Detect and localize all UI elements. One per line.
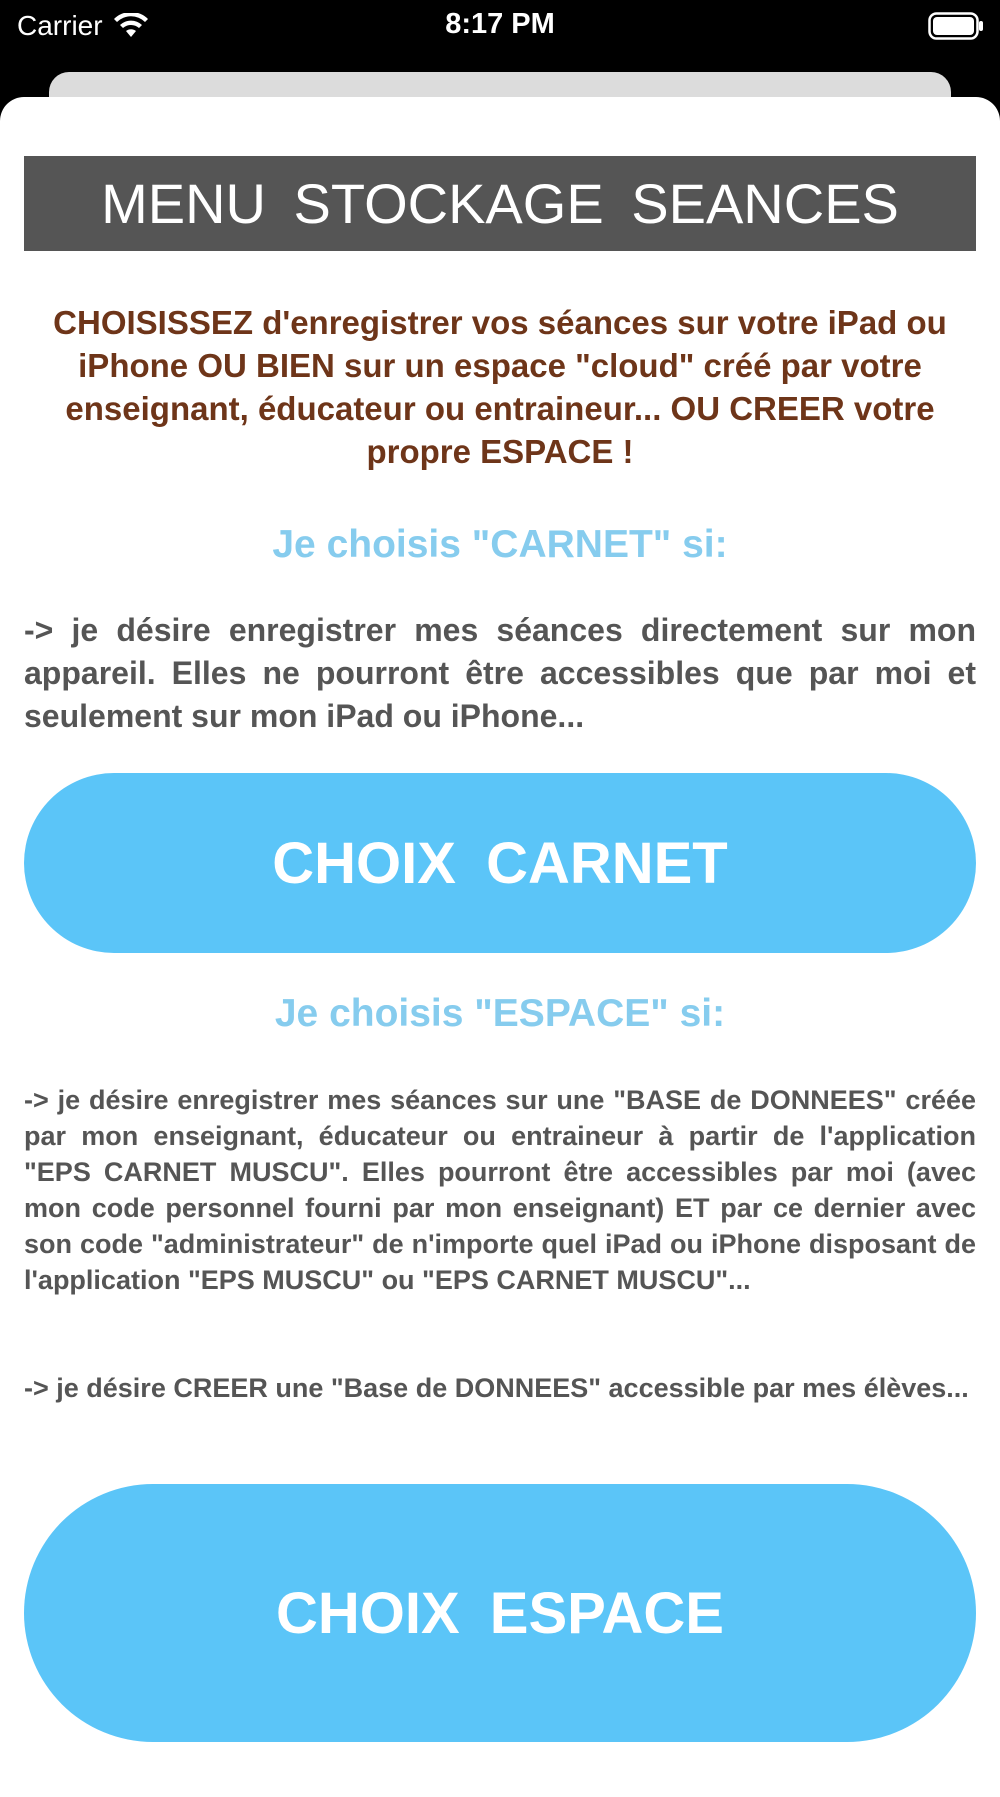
espace-description-1: -> je désire enregistrer mes séances sur une "BASE de DONNEES" créée par mon enseignant, éducateur ou entraineur à partir de l'application "EPS CARNET MUSCU". Elles pourront être accessibles par moi (avec mon code personnel fourni par mon enseignant) ET par ce dernier avec son code "administrateur" de n'importe quel iPad ou iPhone disposant de l'application "EPS MUSCU" ou "EPS CARNET MUSCU"... [24, 1085, 976, 1295]
status-bar [0, 0, 1000, 60]
espace-heading: Je choisis "ESPACE" si: [274, 992, 726, 1035]
espace-description-2: -> je désire CREER une "Base de DONNEES" accessible par mes élèves... [24, 1373, 969, 1403]
intro-text: CHOISISSEZ d'enregistrer vos séances sur votre iPad ou iPhone OU BIEN sur un espace "cloud" créé par votre enseignant, éducateur ou entraineur... OU CREER votre propre ESPACE ! [53, 304, 947, 470]
choix-carnet-button[interactable]: CHOIX CARNET [24, 773, 976, 953]
choix-espace-button[interactable]: CHOIX ESPACE [24, 1484, 976, 1742]
storage-menu-sheet [0, 97, 1000, 1797]
carnet-description: -> je désire enregistrer mes séances directement sur mon appareil. Elles ne pourront être accessibles que par moi et seulement sur mon iPad ou iPhone... [24, 612, 976, 734]
carnet-heading: Je choisis "CARNET" si: [272, 523, 728, 566]
status-time: 8:17 PM [445, 8, 555, 40]
battery-icon [928, 12, 984, 40]
page-title: MENU STOCKAGE SEANCES [24, 156, 976, 251]
carrier-label: Carrier [17, 10, 103, 41]
